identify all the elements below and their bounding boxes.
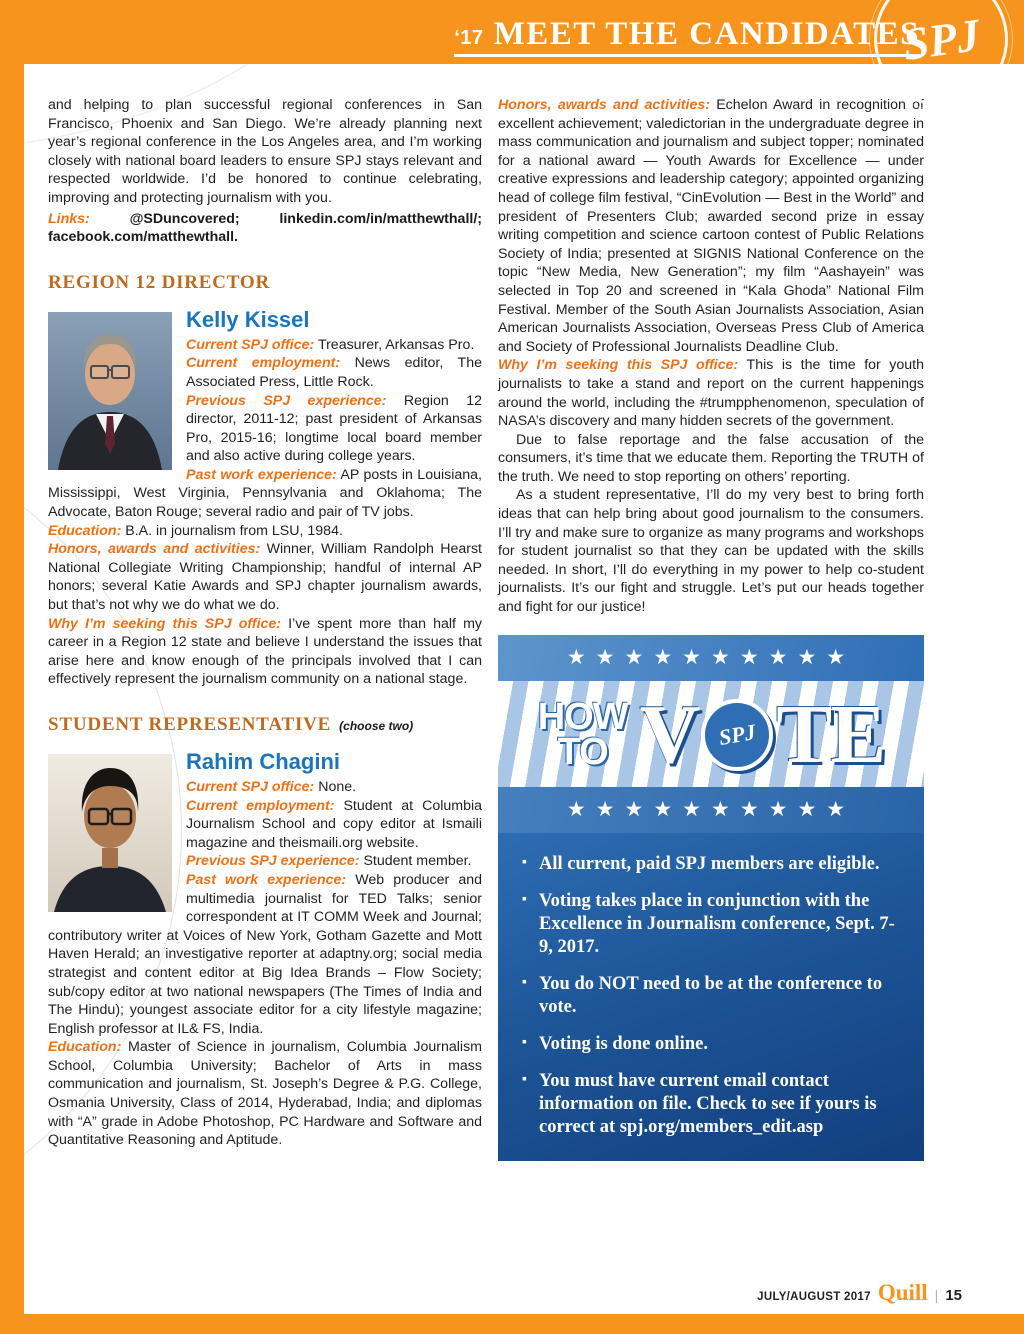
kelly-kissel-portrait-art [48,312,172,470]
section-heading-region12: REGION 12 DIRECTOR [48,271,271,293]
candidate-kelly-kissel [48,308,482,689]
field-label: Education: [48,1039,122,1056]
body-paragraph: Due to false reportage and the false accusation of the consumers, it’s time that we educate them. Reporting the TRUTH of the truth. We need to stop reporting on others’ reporting. [498,431,924,485]
candidate-field [48,540,482,614]
body-paragraph: As a student representative, I’ll do my very best to bring forth ideas that can help bring about good journalism to the consumers. I’ll try and make sure to organize as many programs and workshops for student journalist so that they can be updated with the skills needed. In short, I’ll do everything in my power to help co-student journalists. It’s our fight and struggle. Let’s put our heads together and fight for our justice! [498,487,924,616]
left-column [48,96,482,1161]
spj-badge-text: SPJ [716,718,758,750]
field-text: Treasurer, Arkansas Pro. [317,336,475,353]
field-text: This is the time for youth journalists to take a stand and report on the current happenings around the world, including the #trumpphenomenon, speculation of NASA’s discovery and many hidden secrets of the government. [498,357,925,430]
field-label: Current SPJ office: [186,336,315,353]
section-heading-student-rep [48,713,482,738]
header-year: ‘17 [454,27,484,49]
how-to-vote-box [498,635,924,1161]
rahim-chagini-photo [48,754,172,912]
links-line [48,210,482,247]
field-text: Web producer and multimedia journalist for TED Talks; senior correspondent at IT COMM Week and Journal; contributory writer at Voices of New York, Gotham Gazette and Mott Haven Herald; an investigative reporter at adaptny.org; social media strategist and content editor at Big Idea Brands – Flow Society; sub/copy editor at two national newspapers (The Times of India and The Hindu); youngest associate editor for a city lifestyle magazine; English professor at IL& FS, India. [48,871,482,1037]
field-label: Current employment: [186,355,341,372]
intro-paragraph: and helping to plan successful regional conferences in San Francisco, Phoenix and San Diego. We’re already planning next year’s regional conference in the Los Angeles area, and I’m working closely with national board leaders to ensure SPJ stays relevant and respected worldwide. I’d be honored to continue celebrating, improving and protecting journalism with you. [48,97,482,206]
candidate-field [48,522,482,541]
vote-bullet: ▪ All current, paid SPJ members are eligible. [522,853,900,876]
field-label: Past work experience: [186,871,347,888]
field-label: Current employment: [186,797,335,814]
page-title [454,18,920,57]
field-text: B.A. in journalism from LSU, 1984. [125,522,343,539]
page-content [48,96,924,1161]
field-text: I’ve spent more than half my career in a Region 12 state and believe I understand the issues that arise here and know enough of the principals involved that I can effectively represent the journalism community on a national stage. [48,615,482,688]
footer-issue-date: JULY/AUGUST 2017 [757,1291,871,1303]
vote-bullet-list [498,833,924,1160]
star-row-top: ★★★★★★★★★★ [498,635,924,682]
links-label: Links: [48,210,90,227]
how-text: HOW [537,695,628,738]
vote-bullet: ▪ Voting is done online. [522,1033,900,1056]
section-heading-text: STUDENT REPRESENTATIVE [48,714,332,735]
kelly-kissel-photo [48,312,172,470]
header-band [0,0,1024,70]
spj-badge-icon [701,699,773,771]
vote-bullet: ▪ You do NOT need to be at the conference to vote. [522,973,900,1019]
field-label: Previous SPJ experience: [186,392,387,409]
links-text: @SDuncovered; linkedin.com/in/matthewthall/; facebook.com/matthewthall. [48,210,482,246]
vote-word [639,688,885,782]
left-orange-strip [0,0,24,1334]
field-label: Honors, awards and activities: [498,97,710,113]
candidate-field [498,356,924,430]
vote-bullet: ▪ You must have current email contact information on file. Check to see if yours is correct at spj.org/members_edit.asp [522,1070,900,1139]
field-label: Why I’m seeking this SPJ office: [498,357,739,374]
field-text: Student at Columbia Journalism School and copy editor at Ismaili magazine and theismaili.org website. [186,797,482,851]
how-to-text [537,695,628,773]
field-label: Current SPJ office: [186,778,315,795]
candidate-name: Rahim Chagini [186,748,341,774]
candidate-field [48,615,482,689]
candidate-field [48,1038,482,1150]
spj-logo-text: SPJ [899,8,983,70]
field-text: None. [318,778,357,795]
candidate-field [498,96,924,356]
vote-letter-v: V [639,688,699,782]
rahim-chagini-portrait-art [48,754,172,912]
field-text: Master of Science in journalism, Columbia Journalism School, Columbia University; Bachelor of Arts in mass communication and journalism, St. Joseph’s Degree & P.G. College, Osmania University, Class of 2014, Hyderabad, India; and diplomas with “A” grade in Adobe Photoshop, PC Hardware and Software and Quantitative Reasoning and Aptitude. [48,1039,482,1149]
spj-logo [874,0,1008,106]
candidate-rahim-chagini [48,750,482,1150]
field-label: Education: [48,522,122,539]
field-text: AP posts in Louisiana, Mississippi, West Virginia, Pennsylvania and Oklahoma; The Advocate, Baton Rouge; several radio and pair of TV jobs. [48,466,482,521]
right-column [498,96,924,1161]
section-heading-note: (choose two) [339,719,414,733]
field-label: Past work experience: [186,466,337,483]
field-text: Student member. [363,853,472,870]
quill-logo: Quill [877,1280,928,1305]
candidate-field [48,466,482,522]
page-number: 15 [945,1287,962,1304]
field-label: Why I’m seeking this SPJ office: [48,615,282,632]
field-label: Previous SPJ experience: [186,853,360,870]
field-text: News editor, The Associated Press, Little Rock. [186,355,482,390]
to-text: TO [557,730,608,773]
page-footer [757,1280,962,1305]
field-text: Winner, William Randolph Hearst National Collegiate Writing Championship; handful of internal AP honors; several Katie Awards and SPJ chapter journalism awards, but that’s not why we do what we do. [48,541,482,614]
header-title-text: MEET THE CANDIDATES [493,16,920,52]
vote-letters-te: TE [776,688,885,782]
vote-bullet: ▪ Voting takes place in conjunction with the Excellence in Journalism conference, Sept. 7-9, 2017. [522,890,900,959]
candidate-name: Kelly Kissel [186,306,310,332]
field-text: Region 12 director, 2011-12; past president of Arkansas Pro, 2015-16; longtime local board member and also active during college years. [186,392,482,465]
field-text: Echelon Award in recognition of excellent achievement; valedictorian in the undergraduate degree in mass communication and journalism and subject topper; nominated for a national award — Youth Awards for Excellence — under creative expressions and leadership category; appointed organizing head of college film festival, “CinEvolution — Best in the World” and president of Presenters Club; awarded second prize in essay writing competition and science cartoon contest of Public Relations Society of India; presented at SIGNIS National Conference on the topic “New Media, New Generation”; my film “Aashayein” was selected in Top 20 and screened in “Kala Ghoda” National Film Festival. Member of the South Asian Journalists Association, Asian American Journalists Association, Overseas Press Club of America and Society of Professional Journalists Deadline Club. [498,97,924,355]
bottom-orange-band [0,1314,1024,1334]
how-to-vote-banner [498,681,924,787]
field-label: Honors, awards and activities: [48,541,261,558]
footer-divider: | [934,1287,939,1303]
star-row-middle: ★★★★★★★★★★ [498,787,924,834]
